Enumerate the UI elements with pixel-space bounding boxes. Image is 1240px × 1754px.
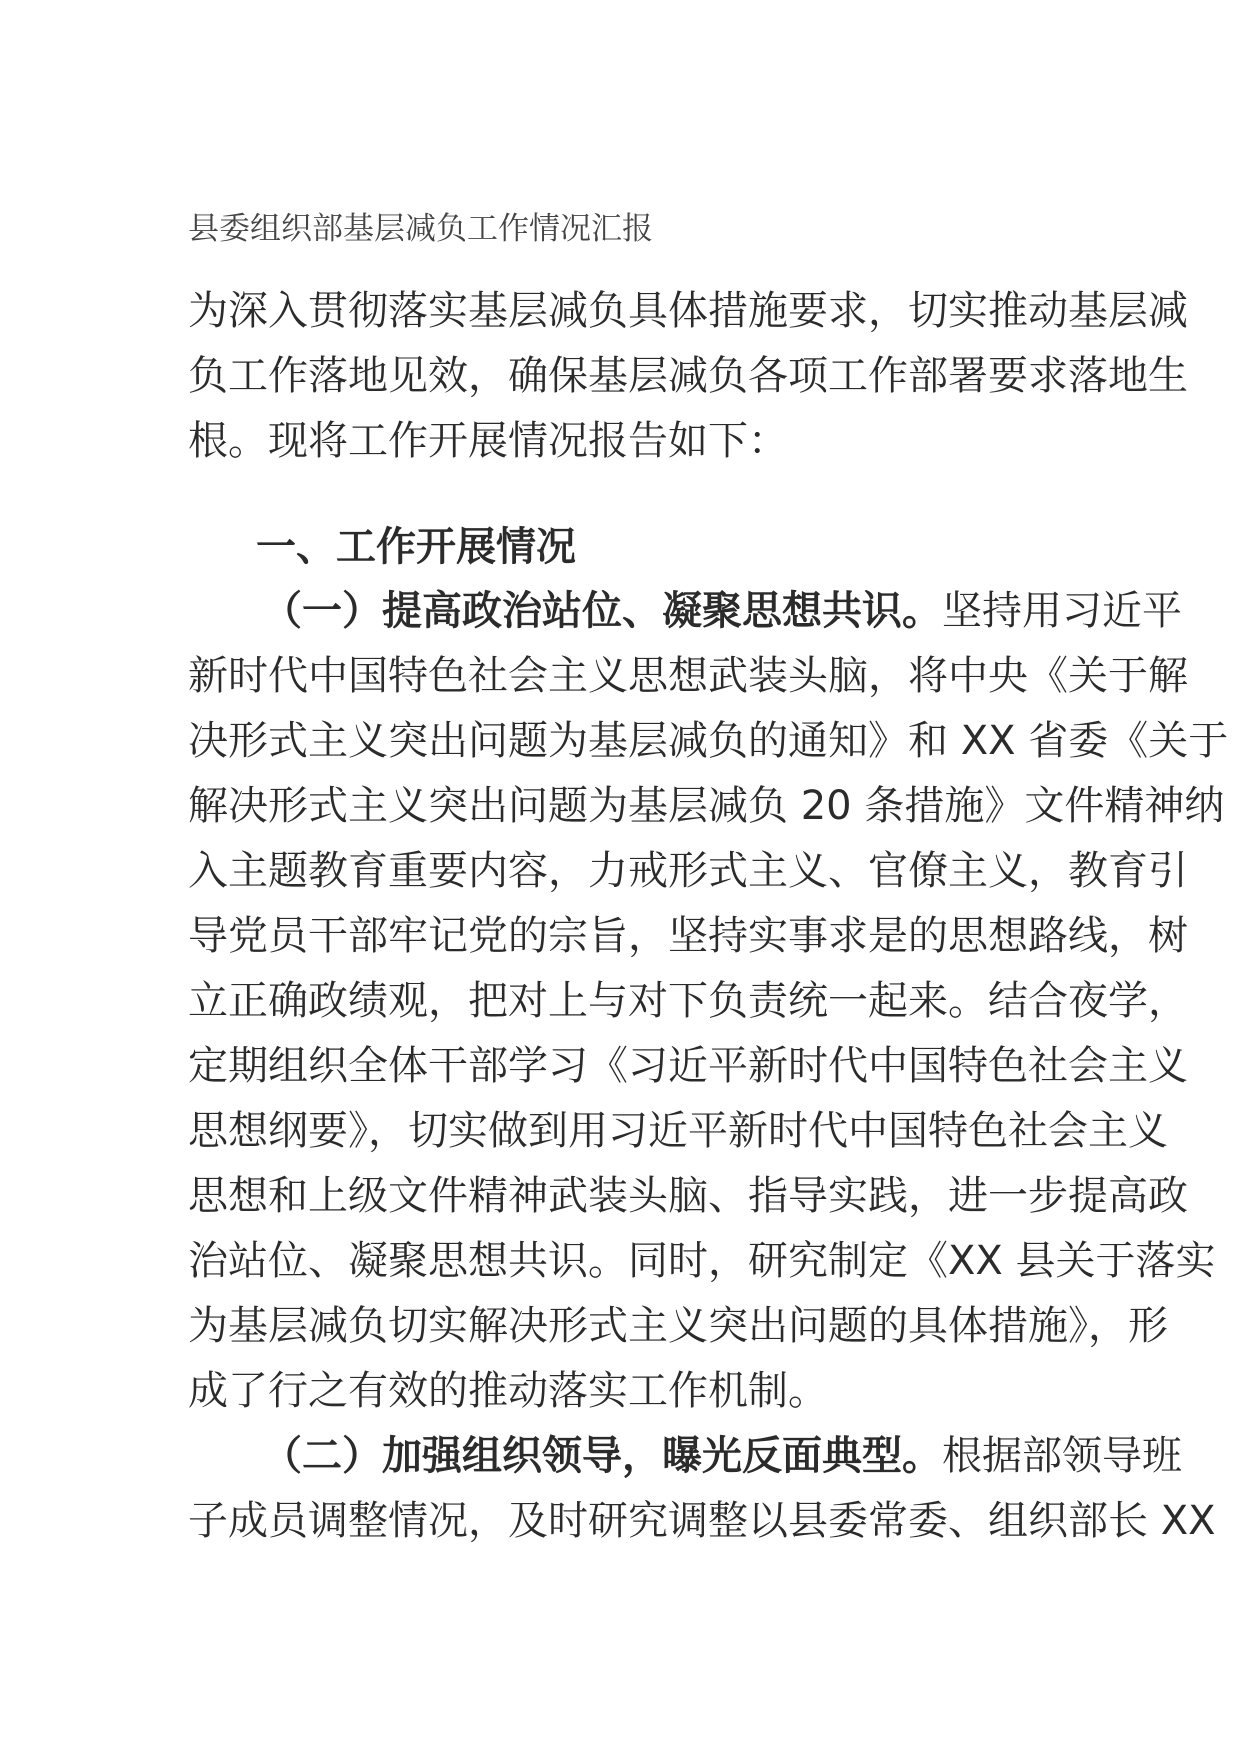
intro-line: 为深入贯彻落实基层减负具体措施要求，切实推动基层减 bbox=[188, 288, 1188, 334]
intro-line: 负工作落地见效，确保基层减负各项工作部署要求落地生 bbox=[188, 353, 1188, 399]
paragraph-line: 立正确政绩观，把对上与对下负责统一起来。结合夜学， bbox=[188, 978, 1188, 1024]
paragraph-line: 定期组织全体干部学习《习近平新时代中国特色社会主义 bbox=[188, 1043, 1188, 1089]
paragraph-line: 思想纲要》，切实做到用习近平新时代中国特色社会主义 bbox=[188, 1108, 1168, 1154]
document-title: 县委组织部基层减负工作情况汇报 bbox=[188, 211, 653, 247]
paragraph-line: 治站位、凝聚思想共识。同时，研究制定《XX 县关于落实 bbox=[188, 1238, 1216, 1284]
paragraph-2-lead: （二）加强组织领导，曝光反面典型。 bbox=[262, 1433, 942, 1479]
paragraph-line: 解决形式主义突出问题为基层减负 20 条措施》文件精神纳 bbox=[188, 783, 1225, 829]
intro-line: 根。现将工作开展情况报告如下： bbox=[188, 418, 788, 464]
paragraph-line: 子成员调整情况，及时研究调整以县委常委、组织部长 XX bbox=[188, 1498, 1216, 1544]
paragraph-line: 导党员干部牢记党的宗旨，坚持实事求是的思想路线，树 bbox=[188, 913, 1188, 959]
paragraph-line: 决形式主义突出问题为基层减负的通知》和 XX 省委《关于 bbox=[188, 718, 1229, 764]
paragraph-line: 成了行之有效的推动落实工作机制。 bbox=[188, 1368, 828, 1414]
paragraph-line: 为基层减负切实解决形式主义突出问题的具体措施》，形 bbox=[188, 1303, 1168, 1349]
paragraph-1-first-line bbox=[262, 586, 1182, 636]
paragraph-1-lead-rest: 坚持用习近平 bbox=[942, 588, 1182, 634]
paragraph-line: 思想和上级文件精神武装头脑、指导实践，进一步提高政 bbox=[188, 1173, 1188, 1219]
paragraph-line: 入主题教育重要内容，力戒形式主义、官僚主义，教育引 bbox=[188, 848, 1188, 894]
paragraph-1-lead: （一）提高政治站位、凝聚思想共识。 bbox=[262, 588, 942, 634]
section-heading: 一、工作开展情况 bbox=[256, 524, 576, 570]
paragraph-2-lead-rest: 根据部领导班 bbox=[942, 1433, 1182, 1479]
paragraph-2-first-line bbox=[262, 1431, 1182, 1481]
paragraph-line: 新时代中国特色社会主义思想武装头脑，将中央《关于解 bbox=[188, 653, 1188, 699]
